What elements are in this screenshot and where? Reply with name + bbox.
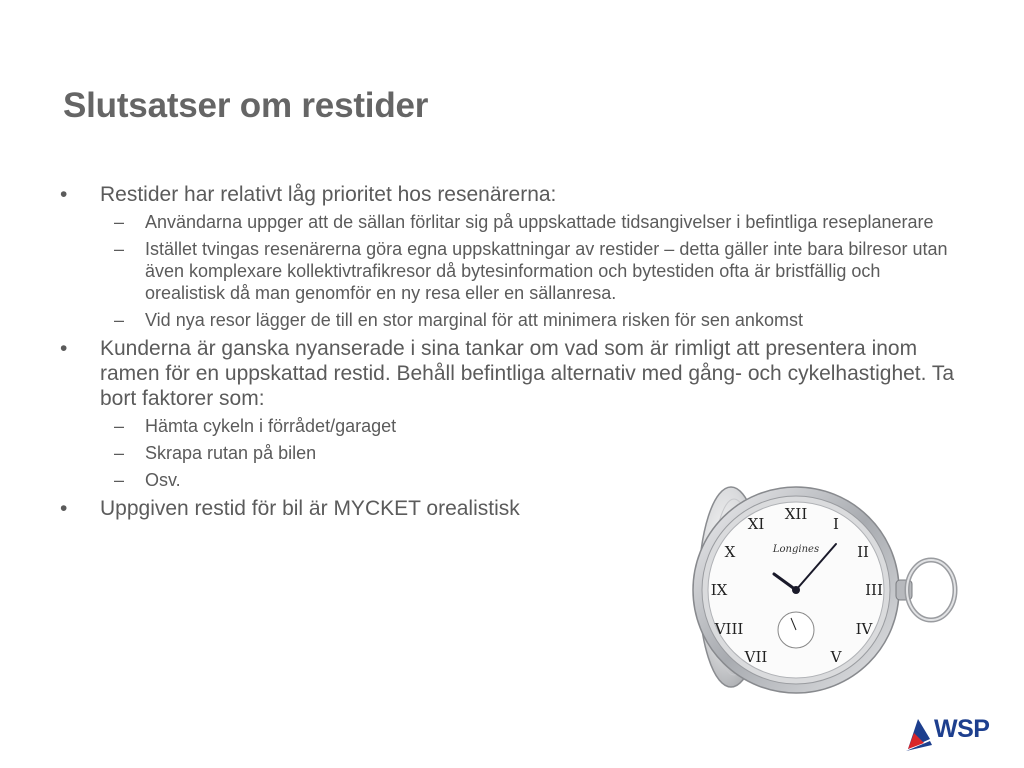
pocket-watch-image (686, 482, 986, 702)
wsp-logo (904, 715, 1004, 751)
svg-text:I: I (833, 515, 839, 533)
dash-glyph: – (114, 416, 125, 436)
bullet-item (60, 336, 965, 491)
svg-text:X: X (724, 543, 736, 561)
sub-bullet-list (100, 211, 965, 331)
sub-bullet-text: Istället tvingas resenärerna göra egna uppskattningar av restider – detta gäller inte bara bilresor utan även komplexare kollektivtrafikresor då bytesinformation och bytestiden ofta är bristfällig och orealistisk då man genomför en ny resa eller en sällanresa. (145, 239, 948, 303)
bullet-text: Uppgiven restid för bil är MYCKET orealistisk (100, 497, 520, 520)
bullet-text: Restider har relativt låg prioritet hos resenärerna: (100, 183, 557, 206)
dash-glyph: – (114, 443, 125, 463)
svg-text:IX: IX (710, 581, 728, 599)
sub-bullet-item (100, 442, 965, 464)
bullet-glyph: • (60, 183, 68, 206)
sub-bullet-item (100, 415, 965, 437)
svg-text:II: II (857, 543, 869, 561)
bullet-item (60, 182, 965, 331)
sub-bullet-text: Hämta cykeln i förrådet/garaget (145, 416, 397, 436)
sub-bullet-item (100, 211, 965, 233)
sub-bullet-text: Vid nya resor lägger de till en stor marginal för att minimera risken för sen ankomst (145, 310, 803, 330)
bullet-list (60, 182, 965, 526)
svg-text:XII: XII (784, 505, 808, 523)
sub-bullet-item (100, 309, 965, 331)
bullet-glyph: • (60, 337, 68, 360)
svg-text:VIII: VIII (714, 620, 744, 638)
svg-text:VII: VII (744, 648, 768, 666)
bullet-text: Kunderna är ganska nyanserade i sina tankar om vad som är rimligt att presentera inom ramen för en uppskattad restid. Behåll befintliga alternativ med gång- och cykelhastighet. Ta bort faktorer som: (100, 337, 955, 410)
svg-text:XI: XI (747, 515, 765, 533)
svg-text:IV: IV (855, 620, 873, 638)
sub-bullet-text: Användarna uppger att de sällan förlitar sig på uppskattade tidsangivelser i befintliga reseplanerare (145, 212, 934, 232)
bullet-glyph: • (60, 497, 68, 520)
dash-glyph: – (114, 470, 125, 490)
svg-text:III: III (865, 581, 883, 599)
sub-bullet-text: Skrapa rutan på bilen (145, 443, 317, 463)
sub-bullet-item (100, 238, 965, 304)
watch-brand-text: Longines (772, 544, 820, 555)
dash-glyph: – (114, 310, 125, 330)
slide-title: Slutsatser om restider (63, 86, 429, 125)
svg-text:V: V (830, 648, 842, 666)
dash-glyph: – (114, 239, 125, 259)
dash-glyph: – (114, 212, 125, 232)
wsp-sail-icon (904, 715, 934, 751)
logo-text: WSP (934, 715, 990, 743)
sub-bullet-list (100, 415, 965, 491)
sub-bullet-text: Osv. (145, 470, 181, 490)
